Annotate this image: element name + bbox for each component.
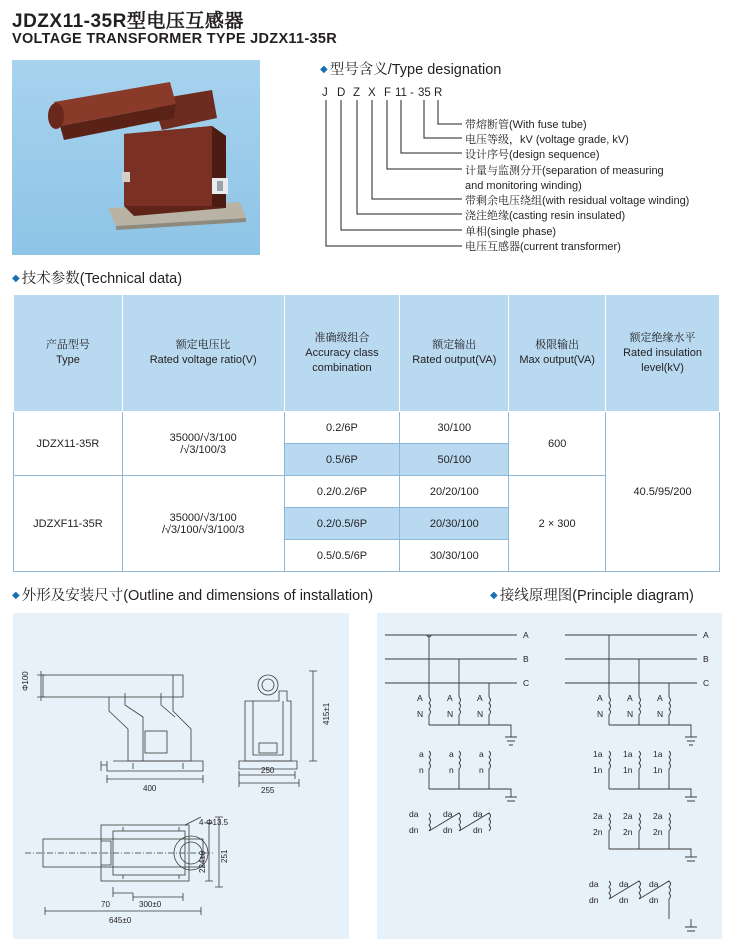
winding-label: N xyxy=(447,709,454,719)
winding-label: 2a xyxy=(653,811,663,821)
winding-label: N xyxy=(417,709,424,719)
code-letter: 35 xyxy=(418,87,431,99)
cell-max-output: 600 xyxy=(509,412,606,476)
dim-label: 4-Φ13.5 xyxy=(199,818,229,827)
designation-item: 单相(single phase) xyxy=(465,226,557,238)
header-accuracy: 准确级组合 Accuracy class combination xyxy=(284,295,400,412)
cell-output: 30/30/100 xyxy=(400,540,509,572)
diamond-icon: ◆ xyxy=(490,590,498,601)
winding-label: dn xyxy=(589,895,599,905)
cell-max-output: 2 × 300 xyxy=(509,476,606,572)
dim-label: 224±0 xyxy=(198,850,207,873)
winding-label: A xyxy=(447,693,453,703)
dim-label: 645±0 xyxy=(109,916,132,925)
cell-ratio: 35000/√3/100 /√3/100/√3/100/3 xyxy=(122,476,284,572)
cell-insulation: 40.5/95/200 xyxy=(606,412,720,572)
winding-label: da xyxy=(649,879,659,889)
phase-label: C xyxy=(523,678,530,688)
winding-label: A xyxy=(627,693,633,703)
winding-label: N xyxy=(657,709,664,719)
winding-label: 2n xyxy=(593,827,603,837)
winding-label: da xyxy=(589,879,599,889)
principle-diagram xyxy=(377,613,722,939)
winding-label: 2n xyxy=(653,827,663,837)
cell-accuracy: 0.5/0.5/6P xyxy=(284,540,400,572)
code-letter: D xyxy=(337,87,346,99)
product-photo xyxy=(12,60,260,255)
winding-label: a xyxy=(479,749,484,759)
winding-label: 1n xyxy=(653,765,663,775)
winding-label: N xyxy=(477,709,484,719)
winding-label: n xyxy=(419,765,424,775)
phase-label: B xyxy=(703,654,709,664)
designation-diagram xyxy=(300,80,740,260)
winding-label: 1n xyxy=(593,765,603,775)
dim-label: 400 xyxy=(143,784,157,793)
designation-item: 设计序号(design sequence) xyxy=(465,149,600,161)
cell-output: 50/100 xyxy=(400,444,509,476)
winding-label: A xyxy=(597,693,603,703)
designation-item: 浇注绝缘(casting resin insulated) xyxy=(465,210,626,222)
table-row xyxy=(14,412,720,444)
winding-label: n xyxy=(479,765,484,775)
winding-label: dn xyxy=(619,895,629,905)
principle-heading: ◆ 接线原理图(Principle diagram) xyxy=(490,588,694,604)
winding-label: dn xyxy=(409,825,419,835)
winding-label: N xyxy=(597,709,604,719)
page-subtitle: VOLTAGE TRANSFORMER TYPE JDZX11-35R xyxy=(12,31,337,47)
phase-label: C xyxy=(703,678,710,688)
header-type: 产品型号 Type xyxy=(14,295,123,412)
outline-heading: ◆ 外形及安装尺寸(Outline and dimensions of installation) xyxy=(12,588,374,604)
cell-accuracy: 0.2/6P xyxy=(284,412,400,444)
dim-label: 250 xyxy=(261,766,275,775)
designation-item: 带剩余电压绕组(with residual voltage winding) xyxy=(465,195,690,207)
phase-label: B xyxy=(523,654,529,664)
diamond-icon: ◆ xyxy=(320,64,328,75)
code-letter: F xyxy=(384,87,392,99)
dim-label: 70 xyxy=(101,900,110,909)
dim-label: 255 xyxy=(261,786,275,795)
cell-type: JDZXF11-35R xyxy=(14,476,123,572)
winding-label: A xyxy=(477,693,483,703)
designation-item: 电压互感器(current transformer) xyxy=(465,241,621,253)
winding-label: da xyxy=(473,809,483,819)
phase-label: A xyxy=(703,630,709,640)
designation-item: 带熔断管(With fuse tube) xyxy=(465,119,587,131)
dim-label: 415±1 xyxy=(322,702,331,725)
winding-label: 2a xyxy=(623,811,633,821)
table-header-row xyxy=(14,295,720,412)
cell-accuracy: 0.2/0.5/6P xyxy=(284,508,400,540)
code-letter: - xyxy=(410,87,414,99)
designation-heading: ◆ 型号含义/Type designation xyxy=(320,62,502,78)
winding-label: da xyxy=(619,879,629,889)
header-insulation: 额定绝缘水平 Rated insulation level(kV) xyxy=(606,295,720,412)
phase-label: A xyxy=(523,630,529,640)
cell-output: 20/30/100 xyxy=(400,508,509,540)
winding-label: a xyxy=(419,749,424,759)
code-letter: 11 xyxy=(395,87,407,99)
winding-label: 1a xyxy=(623,749,633,759)
cell-ratio: 35000/√3/100 /√3/100/3 xyxy=(122,412,284,476)
dim-label: 300±0 xyxy=(139,900,162,909)
winding-label: a xyxy=(449,749,454,759)
cell-output: 20/20/100 xyxy=(400,476,509,508)
winding-label: n xyxy=(449,765,454,775)
winding-label: 1n xyxy=(623,765,633,775)
winding-label: 1a xyxy=(593,749,603,759)
code-letter: X xyxy=(368,87,376,99)
winding-label: 2n xyxy=(623,827,633,837)
cell-output: 30/100 xyxy=(400,412,509,444)
diamond-icon: ◆ xyxy=(12,590,20,601)
cell-type: JDZX11-35R xyxy=(14,412,123,476)
dim-label: 251 xyxy=(220,849,229,863)
winding-label: dn xyxy=(443,825,453,835)
technical-heading: ◆ 技术参数(Technical data) xyxy=(12,271,183,287)
outline-drawing xyxy=(13,613,349,939)
winding-label: 1a xyxy=(653,749,663,759)
dim-label: Φ100 xyxy=(21,671,30,691)
winding-label: A xyxy=(417,693,423,703)
page-title: JDZX11-35R型电压互感器 xyxy=(12,11,244,32)
code-letter: R xyxy=(434,87,443,99)
code-letter: J xyxy=(322,87,328,99)
winding-label: dn xyxy=(649,895,659,905)
cell-accuracy: 0.5/6P xyxy=(284,444,400,476)
designation-item: 计量与监测分开(separation of measuring xyxy=(465,165,664,177)
winding-label: A xyxy=(657,693,663,703)
diamond-icon: ◆ xyxy=(12,273,20,284)
technical-data-table xyxy=(13,294,720,572)
designation-item: and monitoring winding) xyxy=(465,180,582,192)
cell-accuracy: 0.2/0.2/6P xyxy=(284,476,400,508)
header-ratio: 额定电压比 Rated voltage ratio(V) xyxy=(122,295,284,412)
code-letter: Z xyxy=(353,87,361,99)
winding-label: da xyxy=(409,809,419,819)
winding-label: dn xyxy=(473,825,483,835)
header-max-output: 极限输出 Max output(VA) xyxy=(509,295,606,412)
winding-label: N xyxy=(627,709,634,719)
winding-label: 2a xyxy=(593,811,603,821)
winding-label: da xyxy=(443,809,453,819)
header-output: 额定输出 Rated output(VA) xyxy=(400,295,509,412)
designation-item: 电压等级，kV (voltage grade, kV) xyxy=(465,134,629,146)
